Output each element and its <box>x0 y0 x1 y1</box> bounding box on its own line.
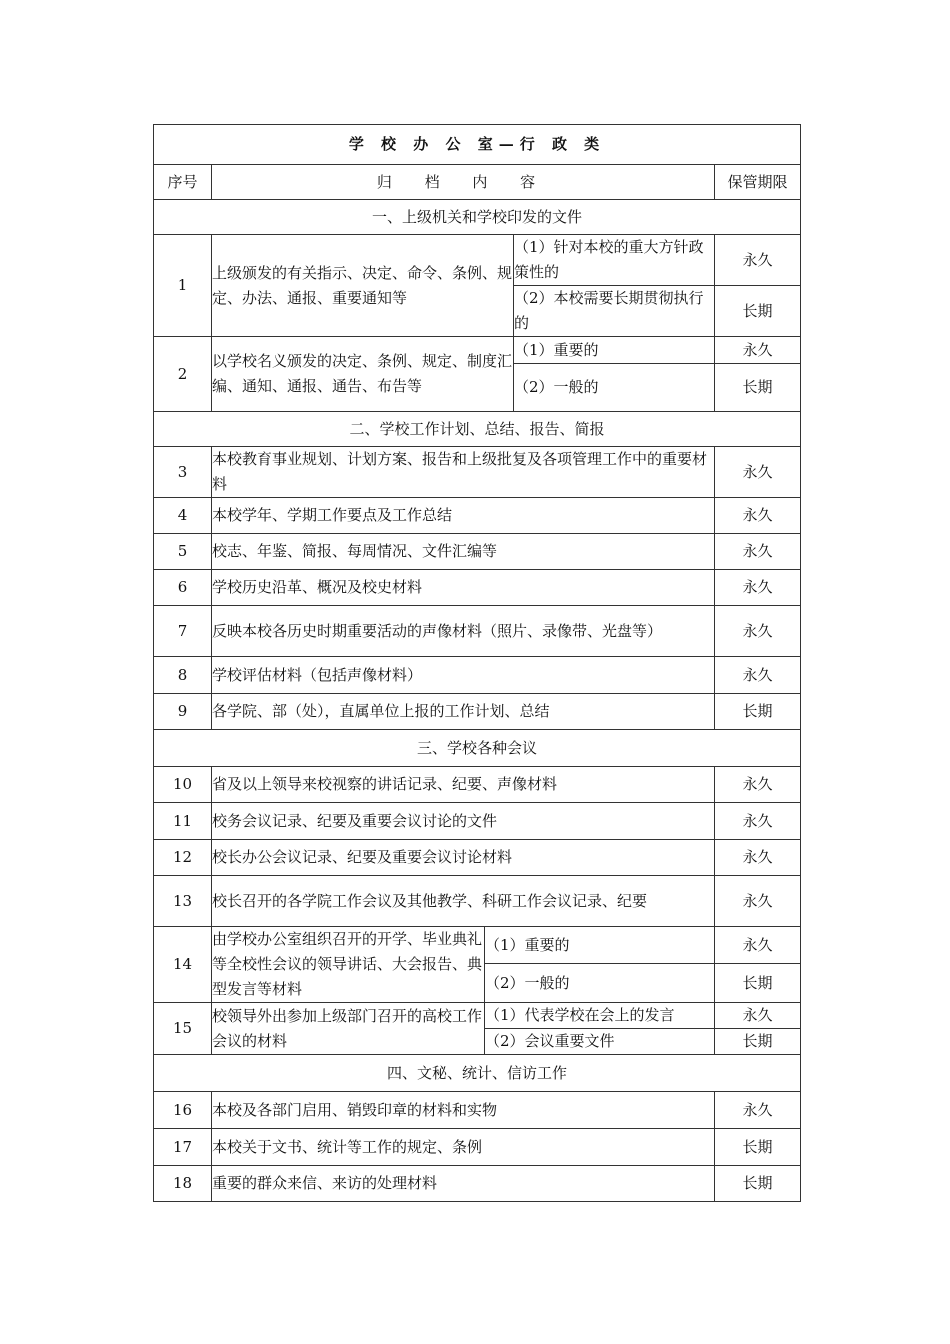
retention-period: 永久 <box>715 767 801 803</box>
table-row <box>154 1166 801 1202</box>
header-content: 归 档 内 容 <box>212 165 715 200</box>
sub-item: （1）重要的 <box>485 927 715 964</box>
sub-item: （1）针对本校的重大方针政策性的 <box>514 235 715 286</box>
row-content: 本校及各部门启用、销毁印章的材料和实物 <box>212 1092 715 1129</box>
retention-period: 长期 <box>715 1029 801 1055</box>
retention-period: 永久 <box>715 534 801 570</box>
row-content: 各学院、部（处），直属单位上报的工作计划、总结 <box>212 694 715 730</box>
retention-period: 永久 <box>715 447 801 498</box>
row-content: 上级颁发的有关指示、决定、命令、条例、规定、办法、通报、重要通知等 <box>212 235 514 337</box>
row-number: 16 <box>154 1092 212 1129</box>
row-content: 反映本校各历史时期重要活动的声像材料（照片、录像带、光盘等） <box>212 606 715 657</box>
archive-table <box>153 124 801 1202</box>
header-period: 保管期限 <box>715 165 801 200</box>
table-row <box>154 767 801 803</box>
row-number: 11 <box>154 803 212 840</box>
header-row <box>154 165 801 200</box>
retention-period: 长期 <box>715 1166 801 1202</box>
sub-item: （1）重要的 <box>514 337 715 364</box>
retention-period: 长期 <box>715 964 801 1003</box>
retention-period: 长期 <box>715 1129 801 1166</box>
row-content: 校长办公会议记录、纪要及重要会议讨论材料 <box>212 840 715 876</box>
table-row <box>154 570 801 606</box>
row-content: 学校历史沿革、概况及校史材料 <box>212 570 715 606</box>
section-row <box>154 200 801 235</box>
table-row <box>154 657 801 694</box>
row-number: 15 <box>154 1003 212 1055</box>
row-number: 9 <box>154 694 212 730</box>
table-title: 学 校 办 公 室—行 政 类 <box>154 125 801 165</box>
sub-item: （2）一般的 <box>514 364 715 412</box>
table-title-row <box>154 125 801 165</box>
row-number: 1 <box>154 235 212 337</box>
row-content: 本校关于文书、统计等工作的规定、条例 <box>212 1129 715 1166</box>
row-number: 14 <box>154 927 212 1003</box>
retention-period: 永久 <box>715 876 801 927</box>
row-number: 13 <box>154 876 212 927</box>
retention-period: 永久 <box>715 498 801 534</box>
section-heading: 一、上级机关和学校印发的文件 <box>154 200 801 235</box>
row-content: 校领导外出参加上级部门召开的高校工作会议的材料 <box>212 1003 485 1055</box>
sub-item: （1）代表学校在会上的发言 <box>485 1003 715 1029</box>
row-number: 4 <box>154 498 212 534</box>
row-content: 省及以上领导来校视察的讲话记录、纪要、声像材料 <box>212 767 715 803</box>
header-no: 序号 <box>154 165 212 200</box>
table-row <box>154 803 801 840</box>
sub-item: （2）一般的 <box>485 964 715 1003</box>
table-row <box>154 1129 801 1166</box>
row-number: 10 <box>154 767 212 803</box>
retention-period: 长期 <box>715 694 801 730</box>
table-row <box>154 840 801 876</box>
section-heading: 四、文秘、统计、信访工作 <box>154 1055 801 1092</box>
row-content: 重要的群众来信、来访的处理材料 <box>212 1166 715 1202</box>
row-content: 学校评估材料（包括声像材料） <box>212 657 715 694</box>
row-number: 6 <box>154 570 212 606</box>
table-row <box>154 447 801 498</box>
row-content: 校长召开的各学院工作会议及其他教学、科研工作会议记录、纪要 <box>212 876 715 927</box>
retention-period: 永久 <box>715 337 801 364</box>
table-row <box>154 927 801 964</box>
table-row <box>154 606 801 657</box>
table-row <box>154 534 801 570</box>
row-number: 2 <box>154 337 212 412</box>
section-heading: 三、学校各种会议 <box>154 730 801 767</box>
row-content: 以学校名义颁发的决定、条例、规定、制度汇编、通知、通报、通告、布告等 <box>212 337 514 412</box>
retention-period: 永久 <box>715 657 801 694</box>
row-content: 校志、年鉴、简报、每周情况、文件汇编等 <box>212 534 715 570</box>
retention-period: 永久 <box>715 606 801 657</box>
section-row <box>154 1055 801 1092</box>
section-row <box>154 412 801 447</box>
retention-period: 永久 <box>715 840 801 876</box>
row-number: 18 <box>154 1166 212 1202</box>
row-number: 12 <box>154 840 212 876</box>
retention-period: 永久 <box>715 570 801 606</box>
table-row <box>154 1092 801 1129</box>
retention-period: 长期 <box>715 286 801 337</box>
table-row <box>154 876 801 927</box>
row-content: 校务会议记录、纪要及重要会议讨论的文件 <box>212 803 715 840</box>
table-row <box>154 498 801 534</box>
row-number: 8 <box>154 657 212 694</box>
retention-period: 长期 <box>715 364 801 412</box>
section-heading: 二、学校工作计划、总结、报告、简报 <box>154 412 801 447</box>
table-row <box>154 1003 801 1029</box>
row-number: 7 <box>154 606 212 657</box>
table-row <box>154 694 801 730</box>
section-row <box>154 730 801 767</box>
table-row <box>154 235 801 286</box>
row-content: 由学校办公室组织召开的开学、毕业典礼等全校性会议的领导讲话、大会报告、典型发言等材料 <box>212 927 485 1003</box>
retention-period: 永久 <box>715 1092 801 1129</box>
table-row <box>154 337 801 364</box>
sub-item: （2）会议重要文件 <box>485 1029 715 1055</box>
retention-period: 永久 <box>715 803 801 840</box>
row-number: 5 <box>154 534 212 570</box>
retention-period: 永久 <box>715 927 801 964</box>
row-content: 本校教育事业规划、计划方案、报告和上级批复及各项管理工作中的重要材料 <box>212 447 715 498</box>
retention-period: 永久 <box>715 235 801 286</box>
sub-item: （2）本校需要长期贯彻执行的 <box>514 286 715 337</box>
row-content: 本校学年、学期工作要点及工作总结 <box>212 498 715 534</box>
row-number: 3 <box>154 447 212 498</box>
retention-period: 永久 <box>715 1003 801 1029</box>
row-number: 17 <box>154 1129 212 1166</box>
